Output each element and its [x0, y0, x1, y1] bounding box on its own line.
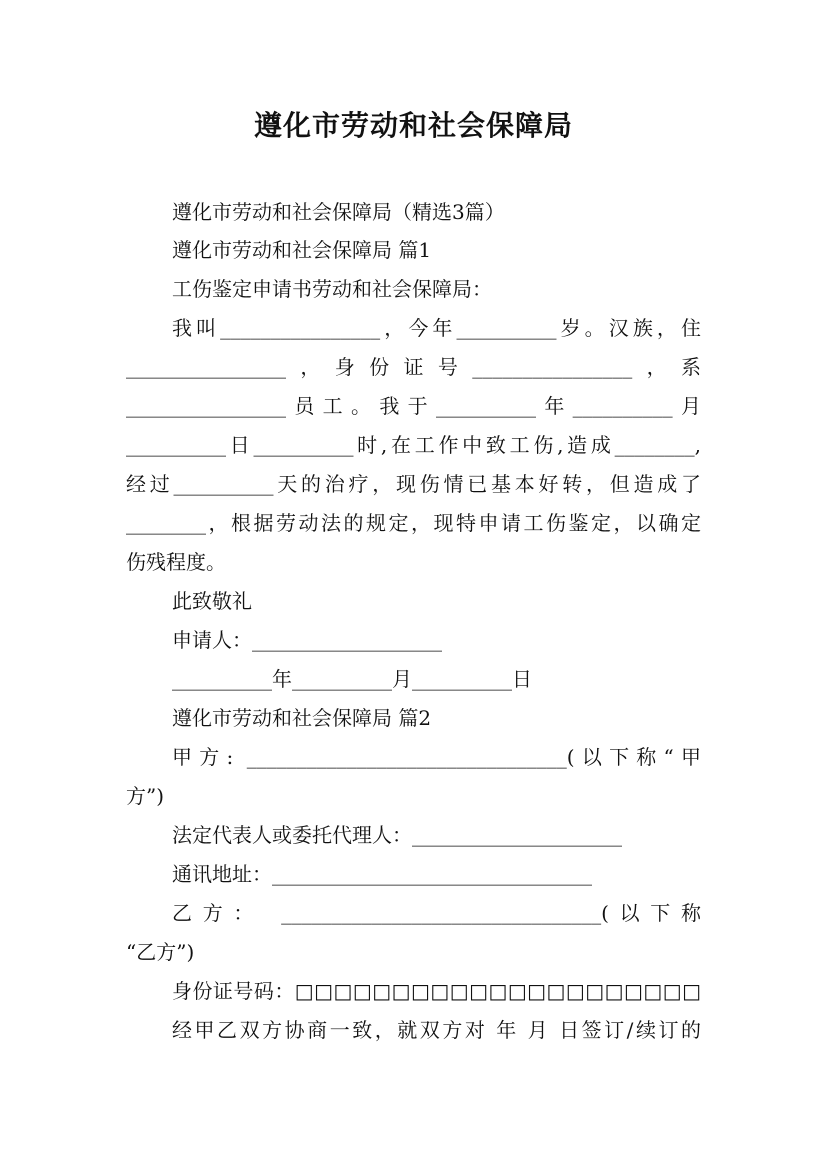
paragraph1-line6: ________，根据劳动法的规定，现特申请工伤鉴定，以确定 [126, 511, 701, 535]
subtitle: 遵化市劳动和社会保障局（精选3篇） [172, 200, 505, 224]
document-title: 遵化市劳动和社会保障局 [253, 109, 573, 142]
address-line: 通讯地址：________________________________ [172, 862, 592, 886]
id-number-line: 身份证号码：□□□□□□□□□□□□□□□□□□□□□ [172, 979, 701, 1003]
paragraph1-line2: ________________，身份证号________________，系 [126, 355, 701, 379]
party-a-line2: 方”) [126, 784, 165, 808]
paragraph1-line7: 伤残程度。 [126, 550, 226, 574]
paragraph1-line3: ________________员工。我于__________年__________月 [126, 394, 701, 418]
party-b-line2: “乙方”) [126, 940, 195, 964]
party-b-line1: 乙方： ________________________________(以下称 [172, 901, 701, 925]
part1-heading: 遵化市劳动和社会保障局 篇1 [172, 238, 432, 262]
letter-title: 工伤鉴定申请书劳动和社会保障局： [172, 277, 492, 301]
representative-line: 法定代表人或委托代理人：_____________________ [172, 823, 622, 847]
agreement-line: 经甲乙双方协商一致，就双方对 年 月 日签订/续订的 [172, 1018, 701, 1042]
paragraph1-line1: 我叫________________，今年__________岁。汉族，住 [172, 316, 701, 340]
paragraph1-line5: 经过__________天的治疗，现伤情已基本好转，但造成了 [126, 472, 701, 496]
date-line: __________年__________月__________日 [172, 667, 532, 691]
part2-heading: 遵化市劳动和社会保障局 篇2 [172, 706, 432, 730]
applicant-line: 申请人：___________________ [172, 628, 442, 652]
closing-salutation: 此致敬礼 [172, 589, 252, 613]
party-a-line1: 甲方: ________________________________(以下称“甲 [172, 745, 701, 769]
paragraph1-line4: __________日__________时,在工作中致工伤,造成________, [126, 433, 701, 457]
